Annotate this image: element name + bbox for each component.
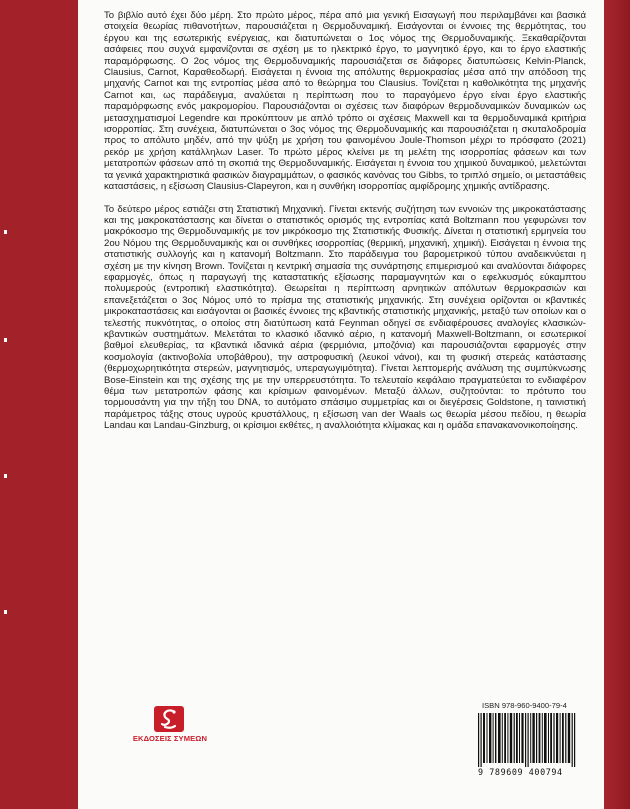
- back-cover-page: [78, 0, 604, 809]
- edge-mark: [4, 474, 7, 478]
- blurb-text: [104, 10, 586, 432]
- barcode-icon: [474, 713, 586, 767]
- cover-left-edge: [0, 0, 78, 809]
- publisher-logo: [128, 706, 224, 746]
- edge-mark: [4, 338, 7, 342]
- isbn-label: ISBN 978-960-9400-79-4: [482, 701, 567, 710]
- blurb-paragraph-1: Το βιβλίο αυτό έχει δύο μέρη. Στο πρώτο μέρος, πέρα από μια γενική Εισαγωγή που περιλαμβάνει και βασικά στοιχεία θεωρίας πιθανοτήτων, παρουσιάζεται η Θερμοδυναμική. Εισάγονται οι έννοιες της θερμότητας, του έργου και της εσωτερικής ενέργειας, και διατυπώνεται ο 1ος νόμος της Θερμοδυναμικής. Ξεκαθαρίζονται ασάφειες που συχνά εμφανίζονται σε σχέση με το ηλεκτρικό έργο, το μαγνητικό έργο, και το έργο ελαστικής παραμόρφωσης. Ο 2ος νόμος της Θερμοδυναμικής παρουσιάζεται σε διάφορες διατυπώσεις Kelvin-Planck, Clausius, Carnot, Καραθεοδωρή. Εισάγεται η έννοια της απόλυτης θερμοκρασίας μέσα από την απόδοση της μηχανής Carnot και της εντροπίας μέσα από το θεώρημα του Clausius. Τονίζεται η καθολικότητα της μηχανής Carnot και, ως παράδειγμα, αναλύεται η περίπτωση που το παραγόμενο έργο είναι έργο ελαστικής παραμόρφωσης ενός μακρομορίου. Παρουσιάζονται οι σχέσεις των διαφόρων θερμοδυναμικών δυναμικών ως μετασχηματισμοί Legendre και προκύπτουν με απλό τρόπο οι σχέσεις Maxwell και τα θερμοδυναμικά κριτήρια ισορροπίας. Στη συνέχεια, διατυπώνεται ο 3ος νόμος της Θερμοδυναμικής και παρουσιάζεται η σκυταλοδρομία προς το απόλυτο μηδέν, από την ψύξη με χρήση του φαινομένου Joule-Thomson μέχρι το πρόσφατο (2021) ρεκόρ με χρήση κατάλληλων Laser. Το πρώτο μέρος κλείνει με τη μελέτη της ισορροπίας φάσεων και των μετατροπών φάσεων από τη σκοπιά της Θερμοδυναμικής. Εισάγεται η έννοια του χημικού δυναμικού, μελετώνται τα γενικά χαρακτηριστικά φασικών διαγραμμάτων, ο φασικός κανόνας του Gibbs, το τριπλό σημείο, οι μεταστάθεις καταστάσεις, η εξίσωση Clausius-Clapeyron, και η συνθήκη ισορροπίας αμφίδρομης χημικής αντίδρασης.: [104, 10, 586, 193]
- edge-mark: [4, 610, 7, 614]
- isbn-block: [474, 699, 586, 795]
- cover-right-edge: [604, 0, 630, 809]
- isbn-digits: 9 789609 400794: [478, 767, 563, 777]
- publisher-name: ΕΚΔΟΣΕΙΣ ΣΥΜΕΩΝ: [132, 734, 208, 743]
- edge-mark: [4, 230, 7, 234]
- publisher-logo-icon: [154, 706, 184, 732]
- blurb-paragraph-2: Το δεύτερο μέρος εστιάζει στη Στατιστική Μηχανική. Γίνεται εκτενής συζήτηση των εννοιών της μικροκατάστασης και της μακροκατάστασης και δίνεται ο στατιστικός ορισμός της εντροπίας κατά Boltzmann που γεφυρώνει τον μακρόκοσμο της Θερμοδυναμικής με τον μικρόκοσμο της Στατιστικής Φυσικής. Δίνεται η στατιστική ερμηνεία του 2ου Νόμου της Θερμοδυναμικής και οι συνθήκες ισορροπίας (θερμική, μηχανική, χημική). Εισάγεται η έννοια της στατιστικής συλλογής και η κατανομή Boltzmann. Στο παράδειγμα του βαρομετρικού τύπου αναδεικνύεται η σχέση με την κίνηση Brown. Τονίζεται η κεντρική σημασία της συνάρτησης επιμερισμού και αναλύονται διάφορες εφαρμογές, όπως η παραγωγή της καταστατικής εξίσωσης παραμαγνητών και ο εφελκυσμός εύκαμπτου πολυμερούς (εντροπική ελαστικότητα). Θεωρείται η περίπτωση αρνητικών απόλυτων θερμοκρασιών και επανεξετάζεται ο 3ος Νόμος υπό το πρίσμα της στατιστικής μηχανικής. Στη συνέχεια ορίζονται οι κβαντικές μικροκαταστάσεις και εισάγονται οι βασικές έννοιες της κβαντικής στατιστικής μηχανικής, μεταξύ των οποίων και ο τελεστής πυκνότητας, ο οποίος στη διατύπωση κατά Feynman οδηγεί σε ενδιαφέρουσες αναλογίες κλασικών-κβαντικών συστημάτων. Μελετάται το κλασικό ιδανικό αέριο, η κατανομή Maxwell-Boltzmann, οι εσωτερικοί βαθμοί ελευθερίας, τα κβαντικά ιδανικά αέρια (φερμιόνια, μποζόνια) και παρουσιάζονται εφαρμογές στην κοσμολογία (ακτινοβολία υποβάθρου), την αστροφυσική (λευκοί νάνοι), και τη φυσική στερεάς κατάστασης (θερμοχωρητικότητα στερεών, μαγνητισμός, υπεραγωγιμότητα). Γίνεται λεπτομερής ανάλυση της συμπύκνωσης Bose-Einstein και της σχέσης της με την υπερρευστότητα. Το τελευταίο κεφάλαιο πραγματεύεται το ενδιαφέρον θέμα των μετατροπών φάσης και κρίσιμων φαινομένων. Μεταξύ άλλων, συζητούνται: το πρότυπο του τορμουσάντη για την τήξη του DNA, το αυτόματο σπάσιμο συμμετρίας και οι διεγέρσεις Goldstone, η ταινιστική παράμετρος τάξης στους υγρούς κρυστάλλους, η εξίσωση van der Waals ως θεωρία μέσου πεδίου, η θεωρία Landau και Landau-Ginzburg, οι κρίσιμοι εκθέτες, η αναλλοιότητα κλίμακας και η ομάδα επανακανονικοποίησης.: [104, 203, 586, 432]
